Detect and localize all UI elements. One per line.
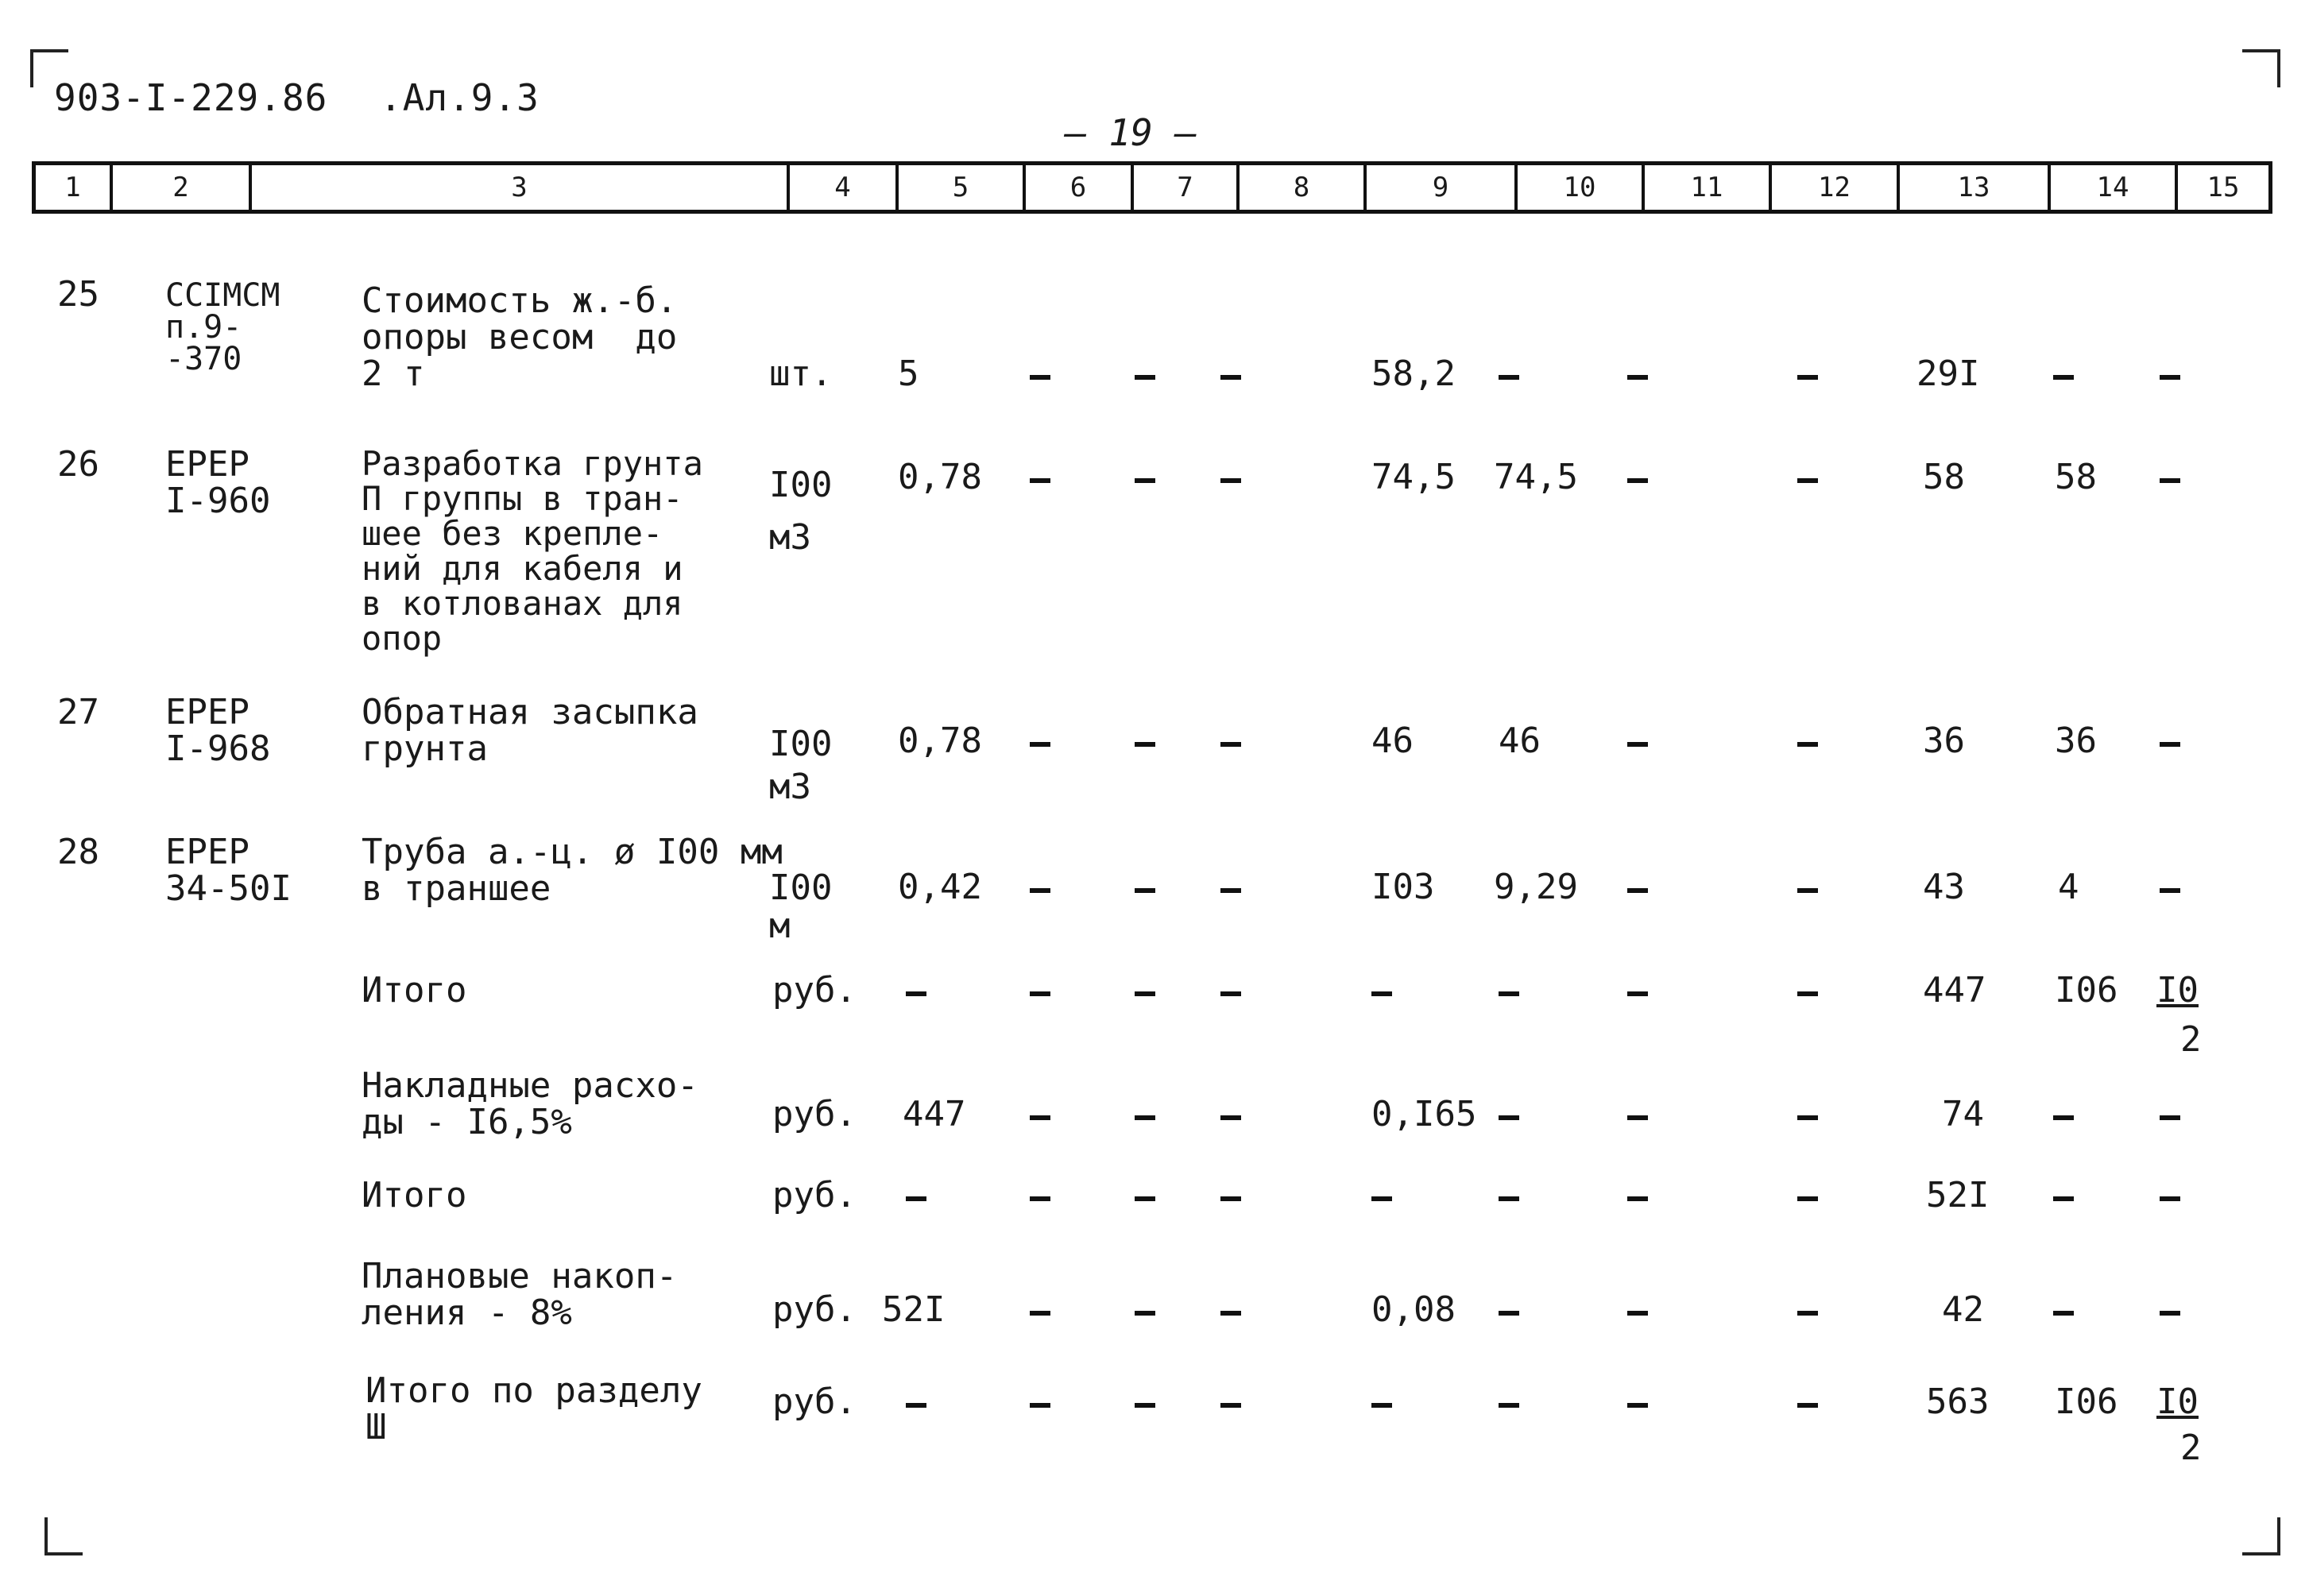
column-header: 7 [1134,165,1240,210]
empty-dash [1627,991,1648,996]
empty-dash [1030,1311,1050,1316]
empty-dash [1220,742,1241,747]
empty-dash [1797,742,1818,747]
empty-dash [1220,1403,1241,1408]
total-cost: 447 [1923,970,1986,1011]
column-header: 10 [1518,165,1645,210]
empty-dash [1797,1115,1818,1120]
column-header: 2 [113,165,252,210]
unit-cost: I03 [1371,867,1435,907]
row-number: 28 [57,832,99,872]
empty-dash [2160,1311,2180,1316]
column-15-value: 2 [2180,1428,2202,1468]
column-15-value: I0 [2156,1382,2199,1422]
empty-dash [1371,1403,1392,1408]
unit: руб. [772,1094,857,1134]
total-cost: 563 [1926,1382,1990,1422]
rate-code: ЕРЕР 34-50I [165,832,292,909]
empty-dash [1135,888,1155,893]
empty-dash [1220,1311,1241,1316]
empty-dash [906,1196,926,1201]
empty-dash [1627,888,1648,893]
column-header: 15 [2207,172,2240,203]
empty-dash [906,991,926,996]
unit: руб. [772,1382,857,1422]
empty-dash [906,1403,926,1408]
quantity: 52I [882,1289,946,1330]
column-header: 9 [1367,165,1518,210]
document-code: 903-I-229.86 [54,76,328,119]
rate-code: ЕРЕР I-960 [165,444,271,521]
empty-dash [2160,1115,2180,1120]
empty-dash [1135,375,1155,380]
quantity: 0,42 [898,867,982,907]
rate-code: ЕРЕР I-968 [165,692,271,769]
column-header: 14 [2051,165,2178,210]
empty-dash [2053,1196,2074,1201]
corner-mark-top-right [2242,49,2280,87]
empty-dash [2160,742,2180,747]
empty-dash [1371,991,1392,996]
total-cost: 58 [1923,457,1965,497]
empty-dash [1797,1196,1818,1201]
unit-cost: 58,2 [1371,354,1456,394]
total-cost: 36 [1923,721,1965,761]
empty-dash [1797,991,1818,996]
empty-dash [1135,1403,1155,1408]
column-header: 8 [1240,165,1367,210]
empty-dash [1627,1403,1648,1408]
unit: шт. [769,354,833,394]
empty-dash [1135,478,1155,483]
unit: руб. [772,970,857,1011]
empty-dash [1030,478,1050,483]
empty-dash [1499,1311,1519,1316]
column-header: 11 [1645,165,1772,210]
unit-cost: 0,I65 [1371,1094,1477,1134]
column-15-value: 2 [2180,1019,2202,1060]
unit: руб. [772,1289,857,1330]
page-number: — 19 — [1065,111,1197,154]
work-description: Итого [362,1175,467,1215]
empty-dash [1220,888,1241,893]
unit-cost: 46 [1371,721,1414,761]
empty-dash [1797,1403,1818,1408]
wage-cost: 74,5 [1494,457,1578,497]
empty-dash [1797,888,1818,893]
empty-dash [1220,991,1241,996]
empty-dash [1135,991,1155,996]
empty-dash [1030,742,1050,747]
unit: I00 м3 [769,724,833,807]
unit-cost: 0,08 [1371,1289,1456,1330]
column-header: 13 [1900,165,2051,210]
unit-cost: 74,5 [1371,457,1456,497]
empty-dash [1627,1311,1648,1316]
corner-mark-bottom-left [44,1517,83,1555]
work-description: Итого по разделу Ш [365,1370,702,1447]
work-description: Итого [362,970,467,1011]
empty-dash [1627,478,1648,483]
empty-dash [1499,991,1519,996]
empty-dash [1797,478,1818,483]
empty-dash [1030,1115,1050,1120]
empty-dash [1797,1311,1818,1316]
quantity: 0,78 [898,457,982,497]
total-cost: 43 [1923,867,1965,907]
total-cost: 74 [1942,1094,1984,1134]
empty-dash [2160,478,2180,483]
unit: I00 м3 [769,465,833,558]
empty-dash [1499,1115,1519,1120]
empty-dash [2053,1311,2074,1316]
empty-dash [1499,375,1519,380]
row-number: 26 [57,444,99,485]
column-header: 4 [790,165,899,210]
empty-dash [2053,1115,2074,1120]
total-wages: I06 [2055,1382,2118,1422]
empty-dash [2160,375,2180,380]
column-header: 1 [36,165,113,210]
empty-dash [1499,1403,1519,1408]
empty-dash [2160,888,2180,893]
empty-dash [1030,1403,1050,1408]
empty-dash [1220,375,1241,380]
unit: I00 м [769,868,833,946]
column-header-row [32,161,2272,214]
column-header: 12 [1772,165,1900,210]
empty-dash [1627,1196,1648,1201]
empty-dash [1371,1196,1392,1201]
quantity: 447 [903,1094,966,1134]
work-description: Плановые накоп- ления - 8% [362,1256,678,1333]
empty-dash [1627,375,1648,380]
work-description: Труба а.-ц. ø I00 мм в траншее [362,832,783,909]
total-cost: 29I [1916,354,1980,394]
wage-cost: 46 [1499,721,1541,761]
empty-dash [1797,375,1818,380]
quantity: 0,78 [898,721,982,761]
empty-dash [1030,375,1050,380]
empty-dash [2053,375,2074,380]
empty-dash [1135,742,1155,747]
album-sheet-ref: .Ал.9.3 [380,76,540,119]
total-cost: 52I [1926,1175,1990,1215]
work-description: Разработка грунта П группы в тран- шее без крепле- ний для кабеля и в котлованах для опор [362,444,703,658]
row-number: 27 [57,692,99,732]
empty-dash [1627,742,1648,747]
total-cost: 42 [1942,1289,1984,1330]
unit: руб. [772,1175,857,1215]
work-description: Накладные расхо- ды - I6,5% [362,1065,698,1142]
work-description: Стоимость ж.-б. опоры весом до 2 т [362,280,678,394]
empty-dash [1135,1196,1155,1201]
empty-dash [1030,991,1050,996]
column-15-value: I0 [2156,970,2199,1011]
total-wages: 58 [2055,457,2097,497]
work-description: Обратная засыпка грунта [362,692,698,769]
empty-dash [1135,1311,1155,1316]
wage-cost: 9,29 [1494,867,1578,907]
empty-dash [1627,1115,1648,1120]
column-header: 3 [252,165,790,210]
empty-dash [1499,1196,1519,1201]
empty-dash [1220,1196,1241,1201]
rate-code: ССIМСМ п.9- -370 [165,277,280,377]
empty-dash [2160,1196,2180,1201]
empty-dash [1135,1115,1155,1120]
total-wages: I06 [2055,970,2118,1011]
total-wages: 36 [2055,721,2097,761]
column-header: 6 [1026,165,1134,210]
empty-dash [1220,478,1241,483]
empty-dash [1220,1115,1241,1120]
corner-mark-bottom-right [2242,1517,2280,1555]
quantity: 5 [898,354,919,394]
total-wages: 4 [2058,867,2079,907]
column-header: 5 [899,165,1026,210]
empty-dash [1030,1196,1050,1201]
row-number: 25 [57,274,99,315]
empty-dash [1030,888,1050,893]
